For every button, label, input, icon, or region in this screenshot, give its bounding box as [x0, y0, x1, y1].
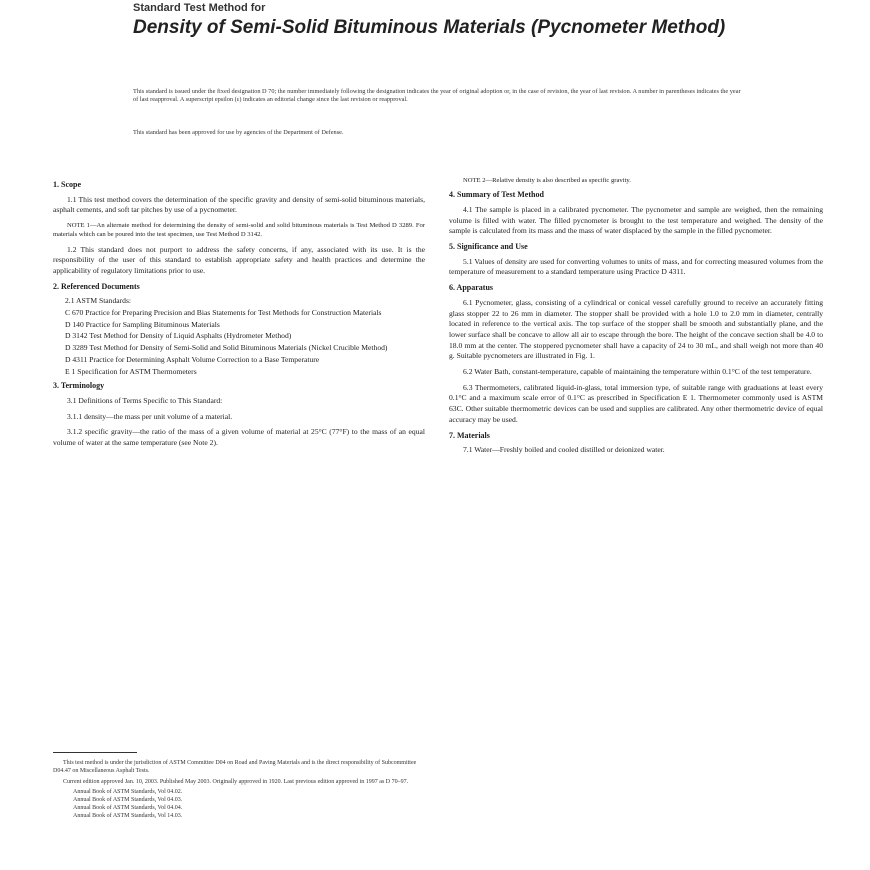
footnote-2: Current edition approved Jan. 10, 2003. Published May 2003. Originally approved in 1920. Last previous edition approved in 1997 as D 70–97.	[63, 778, 409, 785]
document-title: Density of Semi-Solid Bituminous Materials (Pycnometer Method)	[133, 17, 726, 38]
standard-designation: Standard Test Method for	[133, 2, 266, 14]
paragraph-4-1: 4.1 The sample is placed in a calibrated pycnometer. The pycnometer and sample are weighed, then the remaining volume is filled with water. The filled pycnometer is brought to the test temperature and weighed. The density of the sample is calculated from its mass and the mass of water displaced by the sample in the filled pycnometer.	[449, 204, 823, 236]
reference-item: C 670 Practice for Preparing Precision and Bias Statements for Test Methods for Construction Materials	[65, 308, 382, 318]
reference-item: D 4311 Practice for Determining Asphalt Volume Correction to a Base Temperature	[65, 354, 320, 364]
paragraph-6-1: 6.1 Pycnometer, glass, consisting of a cylindrical or conical vessel carefully ground to receive an accurately fitting glass stopper 22 to 26 mm in diameter. The stopper shall be provided with a hole 1.0 to 2.0 mm in diameter, centrally located in reference to the vertical axis. The top surface of the stopper shall be smooth and substantially plane, and the lower surface shall be concave to allow all air to escape through the bore. The height of the concave section shall be 4.0 to 18.0 mm at the center. The stoppered pycnometer shall have a capacity of 24 to 30 mL, and shall weigh not more than 40 g. Suitable pycnometers are illustrated in Fig. 1.	[449, 297, 823, 361]
paragraph-3-1: 3.1 Definitions of Terms Specific to This Standard:	[67, 395, 223, 405]
paragraph-3-1-2: 3.1.2 specific gravity—the ratio of the mass of a given volume of material at 25°C (77°F) to the mass of an equal volume of water at the same temperature (see Note 2).	[53, 427, 425, 448]
reference-item: D 3142 Test Method for Density of Liquid Asphalts (Hydrometer Method)	[65, 331, 292, 341]
section-heading-significance: 5. Significance and Use	[449, 242, 528, 252]
reference-item: D 3289 Test Method for Density of Semi-Solid and Solid Bituminous Materials (Nickel Crucible Method)	[65, 343, 388, 353]
paragraph-1-1: 1.1 This test method covers the determination of the specific gravity and density of semi-solid bituminous materials, asphalt cements, and soft tar pitches by use of a pycnometer.	[53, 194, 425, 215]
title-block	[133, 2, 753, 39]
right-column	[449, 176, 823, 461]
section-heading-scope: 1. Scope	[53, 180, 81, 189]
reference-item: E 1 Specification for ASTM Thermometers	[65, 366, 197, 376]
section-heading-apparatus: 6. Apparatus	[449, 283, 494, 293]
note-2: NOTE 2—Relative density is also described as specific gravity.	[463, 177, 631, 184]
footnote-line: Annual Book of ASTM Standards, Vol 04.04.	[73, 804, 183, 811]
paragraph-6-3: 6.3 Thermometers, calibrated liquid-in-glass, total immersion type, of suitable range with graduations at least every 0.1°C and a maximum scale error of 0.1°C as prescribed in Specification E 1. Thermometer commonly used is ASTM 63C. Other suitable thermometric devices can be used and supplies are calibrated. Any other thermometric device of equal accuracy may be used.	[449, 382, 823, 424]
section-heading-summary: 4. Summary of Test Method	[449, 190, 544, 200]
reference-item: 2.1 ASTM Standards:	[65, 296, 132, 306]
paragraph-6-2: 6.2 Water Bath, constant-temperature, capable of maintaining the temperature within 0.1°C of the test temperature.	[463, 367, 812, 377]
approval-statement: This standard has been approved for use by agencies of the Department of Defense.	[133, 129, 344, 136]
note-1: NOTE 1—An alternate method for determining the density of semi-solid and solid bituminous materials is Test Method D 3289. For materials which can be poured into the test specimen, use Test Method D 3142.	[53, 222, 425, 239]
left-column	[53, 176, 425, 454]
footnote-divider	[53, 752, 137, 753]
paragraph-1-2: 1.2 This standard does not purport to address the safety concerns, if any, associated with its use. It is the responsibility of the user of this standard to establish appropriate safety and health practices and determine the applicability of regulatory limitations prior to use.	[53, 244, 425, 275]
section-heading-materials: 7. Materials	[449, 430, 490, 440]
paragraph-3-1-1: 3.1.1 density—the mass per unit volume of a material.	[67, 411, 233, 421]
footnote-line: Annual Book of ASTM Standards, Vol 04.02.	[73, 789, 183, 796]
section-heading-referenced-documents: 2. Referenced Documents	[53, 281, 140, 291]
paragraph-7-1: 7.1 Water—Freshly boiled and cooled distilled or deionized water.	[463, 445, 665, 455]
footnote-line: Annual Book of ASTM Standards, Vol 04.03.	[73, 797, 183, 804]
paragraph-5-1: 5.1 Values of density are used for converting volumes to units of mass, and for correcting measured volumes from the temperature of measurement to a standard temperature using Practice D 4311.	[449, 256, 823, 277]
footnote-line: Annual Book of ASTM Standards, Vol 14.03.	[73, 812, 183, 819]
section-heading-terminology: 3. Terminology	[53, 381, 105, 391]
footnotes	[53, 760, 425, 821]
reference-item: D 140 Practice for Sampling Bituminous Materials	[65, 319, 220, 329]
footnote-1: This test method is under the jurisdiction of ASTM Committee D04 on Road and Paving Materials and is the direct responsibility of Subcommittee D04.47 on Miscellaneous Asphalt Tests.	[53, 760, 417, 774]
issuance-statement: This standard is issued under the fixed designation D 70; the number immediately following the designation indicates the year of original adoption or, in the case of revision, the year of last revision. A number in parentheses indicates the year of last reapproval. A superscript epsilon (ε) indicates an editorial change since the last revision or reapproval.	[133, 88, 741, 104]
